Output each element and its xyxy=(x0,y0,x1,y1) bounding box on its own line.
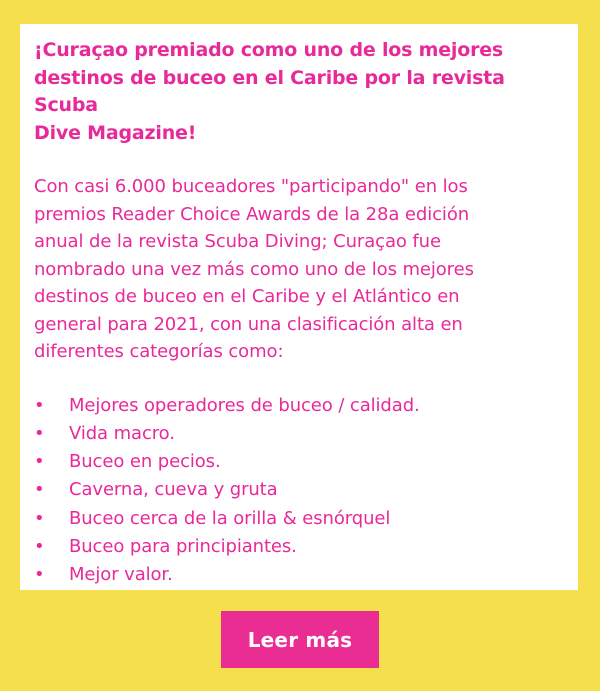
categories-list xyxy=(34,392,564,590)
bullet-icon: • xyxy=(34,451,45,473)
list-item xyxy=(34,448,564,476)
article-card xyxy=(20,24,578,590)
list-item-text: Caverna, cueva y gruta xyxy=(69,479,278,501)
list-item-text: Buceo cerca de la orilla & esnórquel xyxy=(69,507,391,529)
article-title: ¡Curaçao premiado como uno de los mejores destinos de buceo en el Caribe por la revista Scuba Dive Magazine! xyxy=(34,39,505,144)
list-item xyxy=(34,392,564,420)
list-item-text: Mejor valor. xyxy=(69,564,173,586)
list-item xyxy=(34,533,564,561)
list-item xyxy=(34,476,564,504)
list-item-text: Buceo para principiantes. xyxy=(69,535,297,557)
list-item xyxy=(34,561,564,589)
bullet-icon: • xyxy=(34,394,45,416)
bullet-icon: • xyxy=(34,564,45,586)
list-item-text: Vida macro. xyxy=(69,422,175,444)
bullet-icon: • xyxy=(34,507,45,529)
read-more-button[interactable]: Leer más xyxy=(221,611,379,668)
list-item xyxy=(34,505,564,533)
bullet-icon: • xyxy=(34,535,45,557)
list-item xyxy=(34,420,564,448)
list-item-text: Buceo en pecios. xyxy=(69,451,221,473)
bullet-icon: • xyxy=(34,422,45,444)
bullet-icon: • xyxy=(34,479,45,501)
article-paragraph: Con casi 6.000 buceadores "participando" en los premios Reader Choice Awards de la 28a edición anual de la revista Scuba Diving; Curaçao fue nombrado una vez más como uno de los mejores destinos de buceo en el Caribe y el Atlántico en general para 2021, con una clasificación alta en diferentes categorías como: xyxy=(34,176,474,362)
list-item-text: Mejores operadores de buceo / calidad. xyxy=(69,394,420,416)
